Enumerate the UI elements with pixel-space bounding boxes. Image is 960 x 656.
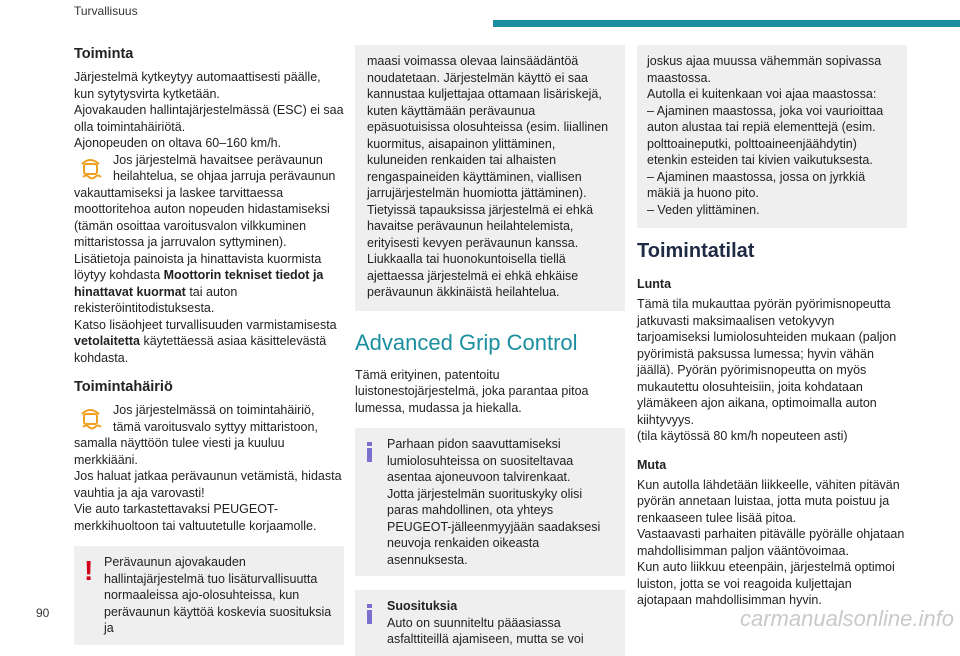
paragraph: Vastaavasti parhaiten pitävälle pyörälle ohjataan mahdollisimman paljon vääntövoimaa.	[637, 527, 905, 558]
info-box	[355, 428, 625, 576]
paragraph: Järjestelmä kytkeytyy automaattisesti päälle, kun sytytysvirta kytketään.	[74, 70, 321, 101]
text-run: Lisätietoja painoista ja hinattavista kuormista löytyy kohdasta	[74, 251, 322, 282]
paragraph: Jos järjestelmässä on toimintahäiriö, tämä varoitusvalo syttyy mittaristoon, samalla näyttöön tulee viesti ja kuuluu merkkiääni.	[74, 403, 318, 467]
warning-text: maasi voimassa olevaa lainsäädäntöä noudatetaan. Järjestelmän käyttö ei saa kannustaa kuljettajaa ottamaan lisäriskejä, kuten käyttämään perävaunua epäsuotuisissa olosuhteissa (esim. liiallinen kuormitus, aisapainon ylittäminen, kuluneiden renkaiden tai alhaisten rengaspaineiden käyttäminen, viallisen jarrujärjestelmän huomiotta jättäminen).	[367, 54, 609, 200]
column-2	[355, 45, 625, 656]
watermark: carmanualsonline.info	[739, 606, 954, 631]
trailer-stability-warning-icon	[74, 402, 107, 435]
info-box	[355, 590, 625, 656]
warning-box	[74, 546, 344, 645]
bold-reference: vetolaitetta	[74, 334, 140, 348]
warning-box-continued	[355, 45, 625, 311]
info-text: Parhaan pidon saavuttamiseksi lumiolosuhteissa on suositeltavaa asentaa ajoneuvoon talvirenkaat.	[387, 437, 574, 484]
paragraph	[74, 251, 344, 317]
subsection-title-muta: Muta	[637, 457, 667, 472]
info-text: Auto on suunniteltu pääasiassa asfalttiteillä ajamiseen, mutta se voi	[387, 615, 584, 646]
info-icon	[367, 442, 372, 462]
paragraph: Ajovakauden hallintajärjestelmässä (ESC) ei saa olla toimintahäiriötä.	[74, 103, 344, 134]
paragraph: Jos haluat jatkaa perävaunun vetämistä, hidasta vauhtia ja aja varovasti!	[74, 469, 342, 500]
text-run: käytettäessä asiaa käsittelevästä kohdasta.	[74, 334, 327, 365]
column-3	[637, 45, 907, 609]
paragraph: Ajonopeuden on oltava 60–160 km/h.	[74, 136, 282, 150]
info-box-continued	[637, 45, 907, 228]
text-run: tai auton rekisteröintitodistuksesta.	[74, 284, 238, 315]
info-text: Jotta järjestelmän suorituskyky olisi paras mahdollinen, ota yhteys PEUGEOT-jälleenmyyjään saadaksesi neuvoja renkaiden oikeasta asennuksesta.	[387, 486, 601, 567]
section-title-toiminta: Toiminta	[74, 46, 134, 62]
paragraph: Vie auto tarkastettavaksi PEUGEOT-merkkihuoltoon tai valtuutetulle korjaamolle.	[74, 502, 317, 533]
info-text: – Veden ylittäminen.	[647, 202, 760, 217]
paragraph: Kun auto liikkuu eteenpäin, järjestelmä optimoi luiston, jotta se voi reagoida kuljettajan ajotapaan mahdollisimman hyvin.	[637, 560, 895, 607]
info-text: – Ajaminen maastossa, joka voi vaurioittaa auton alustaa tai repiä elementtejä (esim. polttoaineputki, polttoaineenjäähdytin) etenkin esteiden tai kivien vaikutuksesta.	[647, 103, 884, 167]
section-title-advanced-grip-control: Advanced Grip Control	[355, 329, 578, 355]
subsection-title-lunta: Lunta	[637, 277, 672, 291]
trailer-stability-warning-icon	[74, 152, 107, 185]
page-number: 90	[36, 606, 50, 620]
icon-paragraph	[74, 402, 344, 468]
bold-reference: Moottorin tekniset tiedot ja hinattavat kuormat	[74, 268, 324, 299]
section-title-toimintatilat: Toimintatilat	[637, 240, 755, 262]
column-1	[74, 45, 344, 645]
header-accent-bar	[493, 20, 960, 27]
paragraph: Jos järjestelmä havaitsee perävaunun heilahtelua, se ohjaa jarruja perävaunun vakauttamiseksi ja laskee tarvittaessa moottoritehoa auton nopeuden hidastamiseksi (tämän osoittaa varoitusvalon vilkkuminen mittaristossa ja jarruvalon syttyminen).	[74, 152, 336, 249]
icon-paragraph	[74, 152, 344, 251]
info-text: joskus ajaa muussa vähemmän sopivassa maastossa.	[647, 54, 882, 85]
text-run: Katso lisäohjeet turvallisuuden varmistamisesta	[74, 317, 337, 332]
warning-text: Liukkaalla tai huonokuntoisella tiellä ajettaessa järjestelmä ei ehkä ehkäise perävaunun äkkinäistä heilahtelua.	[367, 252, 579, 299]
warning-exclamation-icon: !	[84, 555, 94, 586]
info-text: Autolla ei kuitenkaan voi ajaa maastossa:	[647, 87, 877, 101]
info-icon	[367, 604, 372, 624]
running-header: Turvallisuus	[74, 4, 138, 18]
section-title-toimintahairio: Toimintahäiriö	[74, 379, 173, 395]
paragraph	[74, 317, 344, 367]
warning-text: Tietyissä tapauksissa järjestelmä ei ehkä havaitse perävaunun heilahtelemista, erityisesti kevyen perävaunun kanssa.	[367, 202, 594, 250]
paragraph: (tila käytössä 80 km/h nopeuteen asti)	[637, 429, 848, 443]
info-title: Suosituksia	[387, 599, 458, 613]
warning-text: Perävaunun ajovakauden hallintajärjestelmä tuo lisäturvallisuutta normaaleissa ajo-olosuhteissa, kun perävaunun käyttöä koskevia suosituksia ja	[104, 555, 332, 635]
info-text: – Ajaminen maastossa, jossa on jyrkkiä mäkiä ja huono pito.	[647, 169, 866, 200]
paragraph: Tämä erityinen, patentoitu luistonestojärjestelmä, joka parantaa pitoa lumessa, mudassa ja hiekalla.	[355, 367, 589, 415]
paragraph: Kun autolla lähdetään liikkeelle, vähiten pitävän pyörän annetaan luistaa, jotta muta poistuu ja renkaaseen tulee lisää pitoa.	[637, 477, 900, 525]
paragraph: Tämä tila mukauttaa pyörän pyörimisnopeutta jatkuvasti maksimaalisen vetokyvyn tarjoamiseksi lumiolosuhteiden mukaan (paljon pyörimistä paksussa lumessa; hyvin vähän jäällä). Pyörän pyörimisnopeutta on myös mukautettu olosuhteisiin, joita kohdataan ylämäkeen ajon aikana, optimoimalla auton kiihtyvyys.	[637, 297, 897, 427]
